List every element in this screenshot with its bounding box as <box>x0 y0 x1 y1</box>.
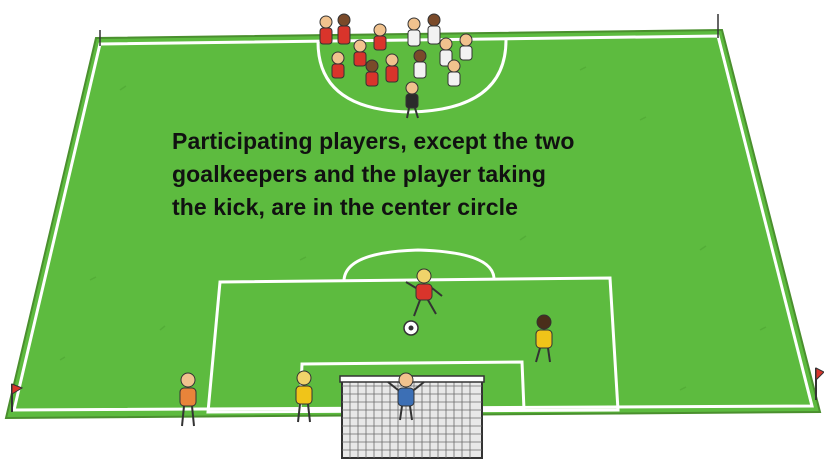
player-white-5 <box>414 50 426 78</box>
player-red-7 <box>374 24 386 50</box>
player-red-1 <box>320 16 332 44</box>
player-red-5 <box>366 60 378 86</box>
player-orange-left <box>180 373 196 426</box>
player-white-6 <box>448 60 460 86</box>
corner-flag-right <box>816 368 824 400</box>
player-white-4 <box>460 34 472 60</box>
player-white-2 <box>428 14 440 44</box>
caption-line-1: Participating players, except the two <box>172 128 575 154</box>
caption-line-3: the kick, are in the center circle <box>172 194 519 220</box>
player-red-3 <box>354 40 366 66</box>
player-white-1 <box>408 18 420 46</box>
soccer-ball-icon <box>404 321 418 335</box>
player-red-6 <box>386 54 398 82</box>
player-red-4 <box>332 52 344 78</box>
player-red-2 <box>338 14 350 44</box>
caption-text <box>172 125 712 224</box>
caption-line-2: goalkeepers and the player taking <box>172 161 546 187</box>
